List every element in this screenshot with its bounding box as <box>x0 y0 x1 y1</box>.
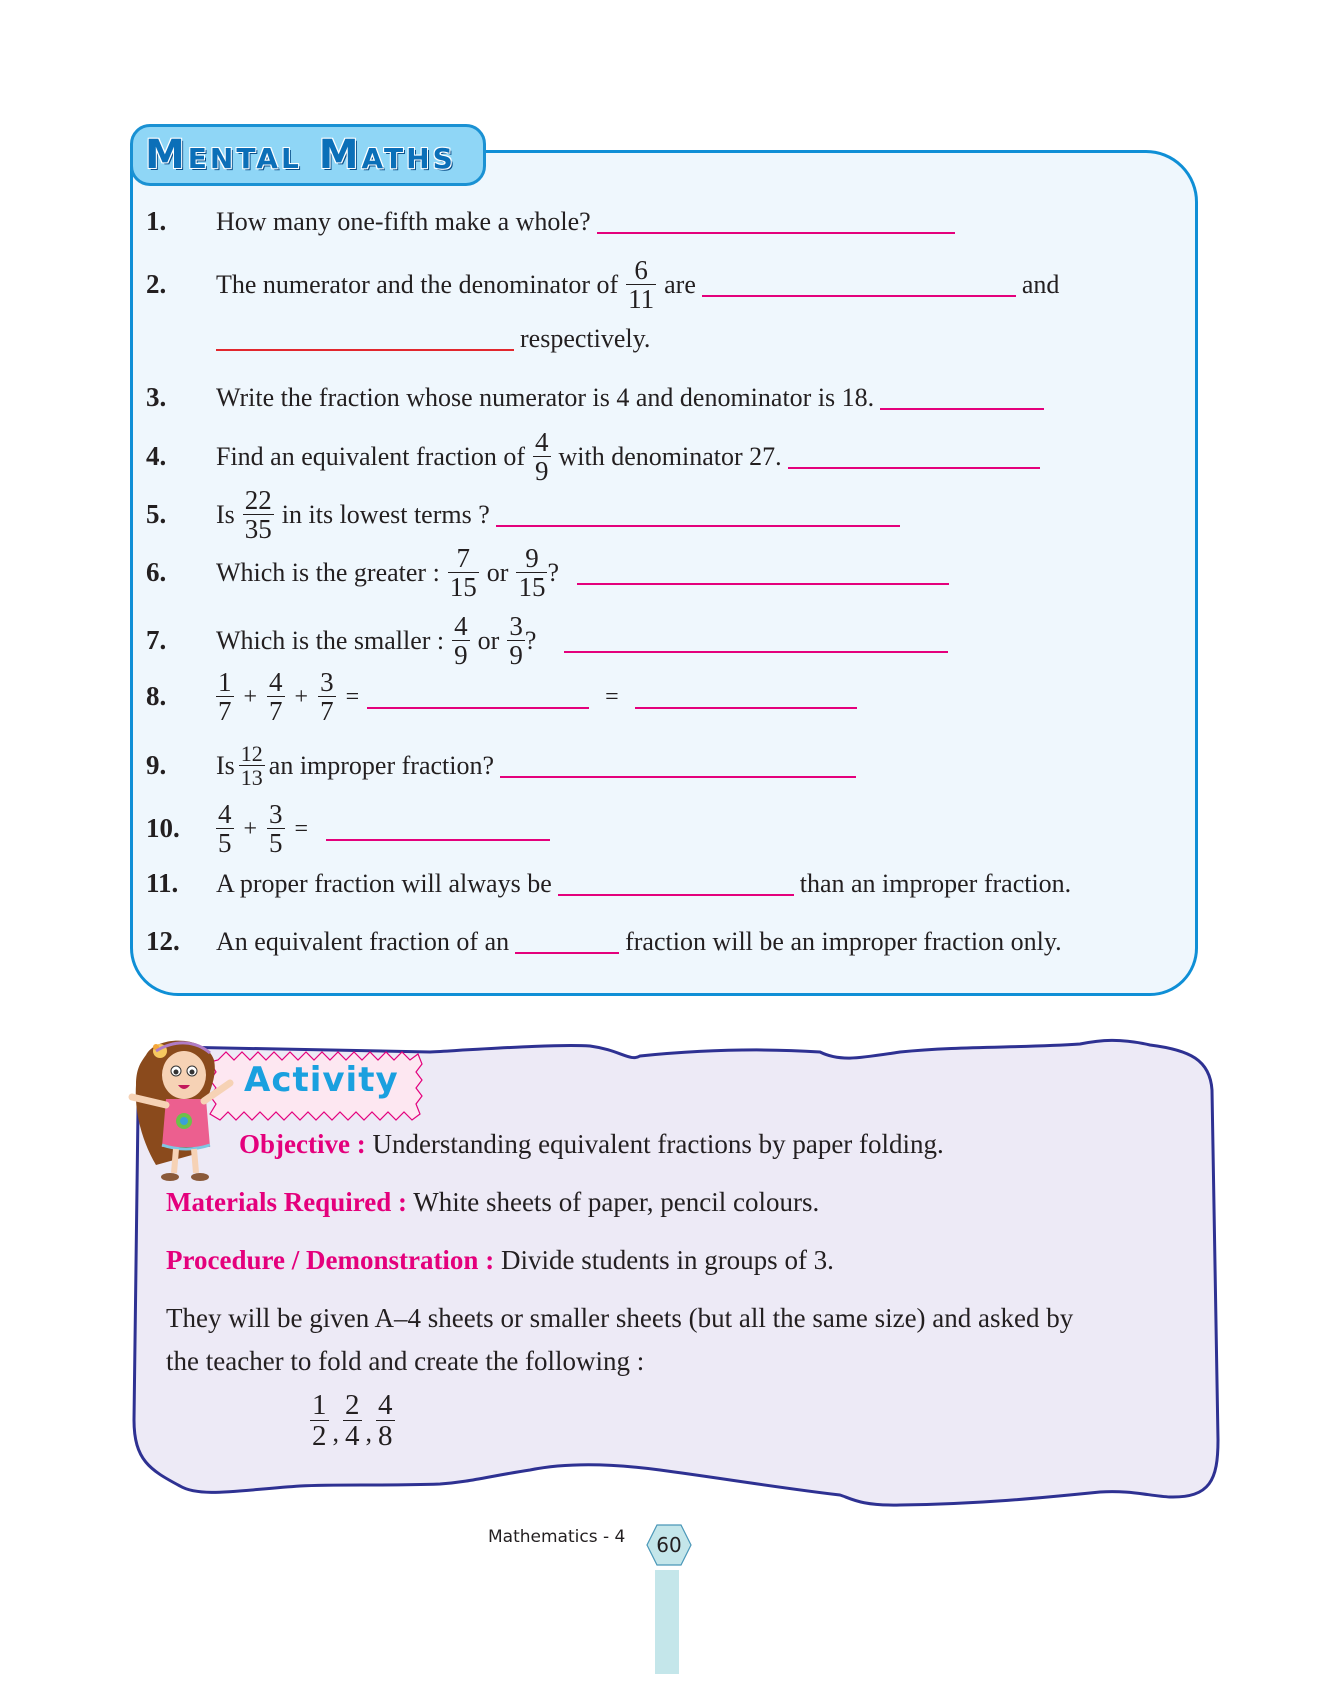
materials-label: Materials Required : <box>166 1187 407 1217</box>
fraction-4-5: $\frac{4}{5}$ <box>218 799 232 859</box>
question-number: 9. <box>146 750 167 781</box>
instructions-line-2: the teacher to fold and create the following : <box>166 1346 645 1376</box>
fraction-3-9: $\frac{3}{9}$ <box>509 611 523 671</box>
question-text: fraction will be an improper fraction only. <box>625 926 1062 956</box>
question-number: 2. <box>146 269 167 300</box>
question-text: or <box>486 557 509 587</box>
fraction-12-13: $\frac{12}{13}$ <box>240 741 263 791</box>
question-text: ? <box>524 625 537 655</box>
objective-text: Understanding equivalent fractions by paper folding. <box>372 1129 944 1159</box>
question-text: in its lowest terms ? <box>281 499 490 529</box>
equals-sign: = <box>294 815 309 842</box>
question-text: are <box>664 269 696 299</box>
fraction-9-15: $\frac{9}{15}$ <box>518 543 546 603</box>
question-number: 5. <box>146 499 167 530</box>
fraction-4-8: $\frac{4}{8}$ <box>378 1389 393 1453</box>
question-text: Write the fraction whose numerator is 4 and denominator is 18. <box>216 382 875 412</box>
fraction-7-15: $\frac{7}{15}$ <box>449 543 477 603</box>
question-number: 11. <box>146 868 179 898</box>
question-text: than an improper fraction. <box>799 868 1072 898</box>
fraction-6-11: $\frac{6}{11}$ <box>628 255 655 315</box>
procedure-text: Divide students in groups of 3. <box>500 1245 834 1275</box>
question-number: 8. <box>146 681 167 712</box>
fraction-3-5: $\frac{3}{5}$ <box>269 799 283 859</box>
fraction-4-9: $\frac{4}{9}$ <box>454 611 468 671</box>
question-text: Is <box>216 499 235 529</box>
question-text: respectively. <box>520 324 651 353</box>
materials-text: White sheets of paper, pencil colours. <box>413 1187 820 1217</box>
fraction-4-9: $\frac{4}{9}$ <box>535 427 549 487</box>
question-text: A proper fraction will always be <box>216 868 552 898</box>
comma: , <box>365 1417 372 1447</box>
procedure-line <box>166 1245 834 1276</box>
question-number: 12. <box>146 926 180 956</box>
comma: , <box>332 1417 339 1447</box>
fraction-2-4: $\frac{2}{4}$ <box>345 1389 360 1453</box>
fraction-1-7: $\frac{1}{7}$ <box>218 667 232 727</box>
question-text: Find an equivalent fraction of <box>216 441 526 471</box>
plus-sign: + <box>243 683 258 710</box>
mental-maths-title: Mental Maths <box>145 132 456 178</box>
fraction-22-35: $\frac{22}{35}$ <box>244 485 272 545</box>
question-text: ? <box>547 557 560 587</box>
question-text: Which is the greater : <box>216 557 440 587</box>
plus-sign: + <box>243 815 258 842</box>
question-number: 3. <box>146 382 167 412</box>
question-text: Which is the smaller : <box>216 625 445 655</box>
objective-label: Objective : <box>239 1129 366 1159</box>
fraction-1-2: $\frac{1}{2}$ <box>312 1389 327 1453</box>
procedure-label: Procedure / Demonstration : <box>166 1245 495 1275</box>
question-text: an improper fraction? <box>268 750 495 780</box>
fraction-4-7: $\frac{4}{7}$ <box>269 667 283 727</box>
materials-line <box>166 1187 819 1218</box>
question-text: How many one-fifth make a whole? <box>216 206 591 236</box>
fraction-3-7: $\frac{3}{7}$ <box>320 667 334 727</box>
page-number: 60 <box>656 1533 682 1557</box>
book-title: Mathematics - 4 <box>488 1527 626 1547</box>
instructions-line-1: They will be given A–4 sheets or smaller sheets (but all the same size) and asked by <box>166 1303 1074 1333</box>
question-text: and <box>1021 269 1060 299</box>
question-number: 1. <box>146 206 167 236</box>
question-text: The numerator and the denominator of <box>216 269 619 299</box>
equals-sign: = <box>345 683 360 710</box>
question-text: An equivalent fraction of an <box>216 926 510 956</box>
page-marker-bar <box>655 1570 679 1674</box>
question-number: 6. <box>146 557 167 588</box>
question-number: 4. <box>146 441 167 472</box>
objective-line <box>239 1129 944 1160</box>
equivalent-fractions-list <box>306 1390 399 1452</box>
question-number: 10. <box>146 813 180 844</box>
equals-sign: = <box>605 683 619 710</box>
question-text: or <box>477 625 500 655</box>
question-number: 7. <box>146 625 167 656</box>
question-text: Is <box>216 750 235 780</box>
plus-sign: + <box>294 683 309 710</box>
question-text: with denominator 27. <box>558 441 782 471</box>
girl-illustration-icon <box>126 1035 236 1185</box>
activity-title: Activity <box>244 1060 399 1100</box>
